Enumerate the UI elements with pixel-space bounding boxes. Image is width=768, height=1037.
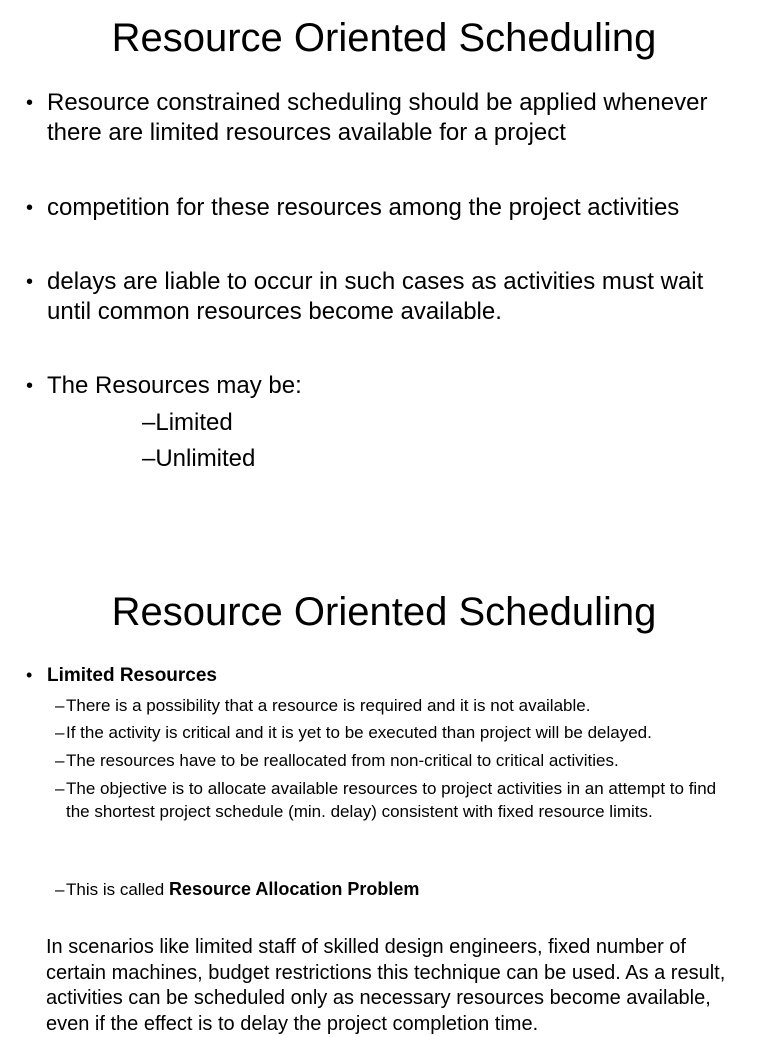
bullet-dot: •: [26, 271, 34, 293]
dash-marker: –: [55, 751, 65, 770]
resource-allocation-line: [55, 878, 741, 901]
bullet-dot: •: [26, 92, 34, 114]
point-text: The objective is to allocate available resources to project activities in an attempt to find the shortest project schedule (min. delay) consistent with fixed resource limits.: [66, 779, 717, 821]
limited-resources-point: [55, 694, 741, 717]
slide-2-bullet: [26, 664, 217, 688]
point-text: The resources have to be reallocated from non-critical to critical activities.: [66, 751, 619, 770]
point-text: There is a possibility that a resource is required and it is not available.: [66, 696, 591, 715]
slide-1-bullet: [26, 267, 746, 327]
slide-1-title: Resource Oriented Scheduling: [111, 16, 657, 60]
bullet-dot: •: [26, 665, 33, 685]
point-text: If the activity is critical and it is yet to be executed than project will be delayed.: [66, 723, 652, 742]
bullet-text: delays are liable to occur in such cases as activities must wait until common resources become available.: [47, 268, 704, 325]
dash-marker: –: [55, 723, 65, 742]
dash-marker: –: [55, 779, 65, 798]
resource-allocation-problem: Resource Allocation Problem: [168, 879, 420, 899]
limited-resources-point: [55, 749, 741, 772]
bullet-dot: •: [26, 197, 34, 219]
slide-2-title: Resource Oriented Scheduling: [111, 590, 657, 634]
sub-item-unlimited: –Unlimited: [142, 445, 256, 472]
sub-item-limited: –Limited: [142, 409, 233, 436]
bullet-text: Resource constrained scheduling should be applied whenever there are limited resources available for a project: [47, 89, 708, 146]
scenario-paragraph: In scenarios like limited staff of skilled design engineers, fixed number of certain machines, budget restrictions this technique can be used. As a result, activities can be scheduled only as necessary resources become available, even if the effect is to delay the project completion time.: [46, 936, 726, 1035]
limited-resources-point: [55, 721, 741, 744]
dash-marker: –: [55, 880, 65, 899]
limited-resources-point: [55, 777, 741, 823]
slide-1-bullet: [26, 88, 746, 148]
bullet-dot: •: [26, 375, 34, 397]
limited-resources-heading: Limited Resources: [47, 665, 217, 686]
dash-marker: –: [55, 696, 65, 715]
slide-1-bullet: [26, 371, 746, 401]
bullet-text: competition for these resources among the project activities: [47, 194, 680, 221]
slide-1-bullet: [26, 193, 746, 223]
bullet-text: The Resources may be:: [47, 372, 302, 399]
called-prefix: This is called: [66, 880, 169, 899]
